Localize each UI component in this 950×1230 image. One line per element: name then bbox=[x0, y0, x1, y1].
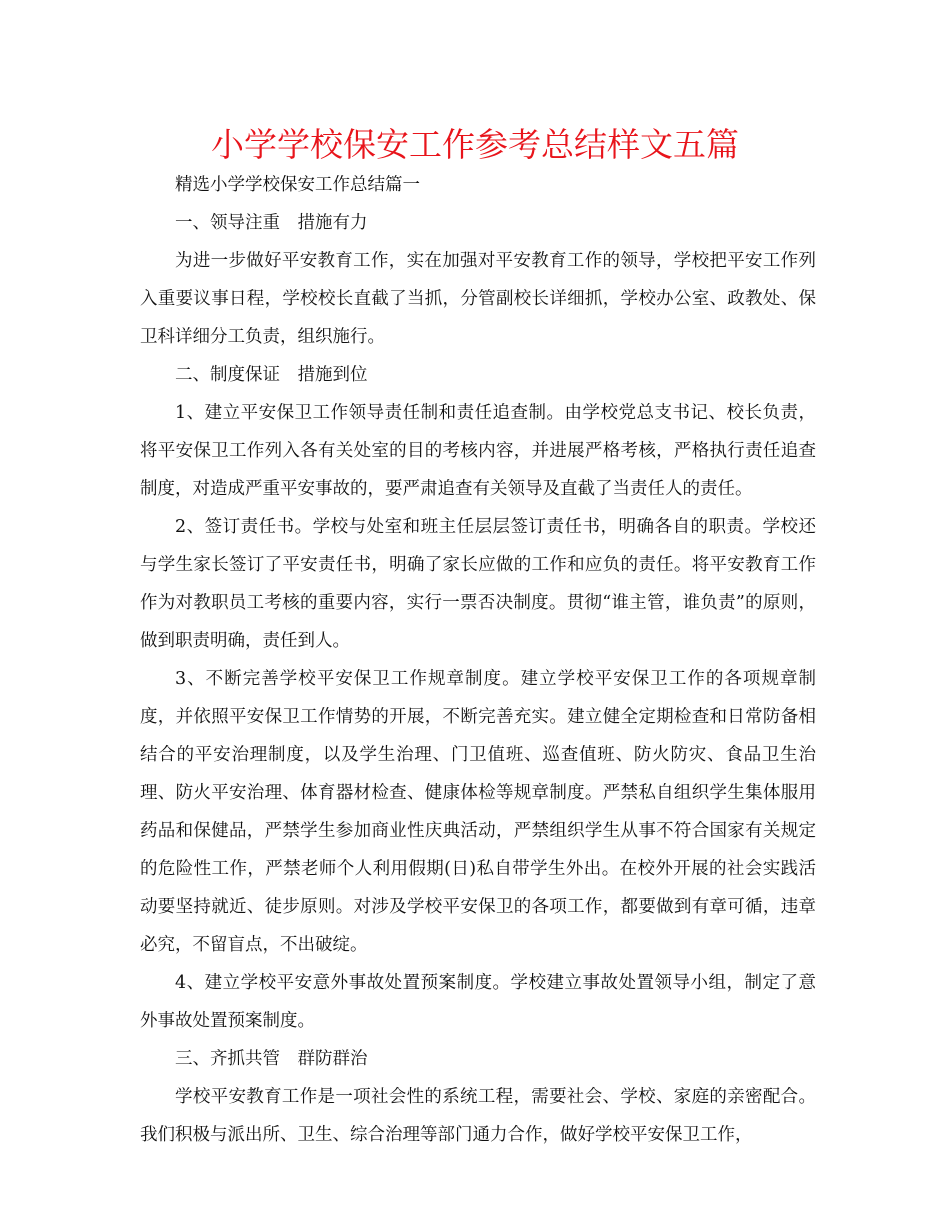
paragraph: 学校平安教育工作是一项社会性的系统工程，需要社会、学校、家庭的亲密配合。我们积极与派出所、卫生、综合治理等部门通力合作，做好学校平安保卫工作， bbox=[140, 1087, 816, 1145]
paragraph: 2、签订责任书。学校与处室和班主任层层签订责任书，明确各自的职责。学校还与学生家长签订了平安责任书，明确了家长应做的工作和应负的责任。将平安教育工作作为对教职员工考核的重要内容，实行一票否决制度。贯彻“谁主管，谁负责”的原则，做到职责明确，责任到人。 bbox=[140, 517, 816, 651]
paragraph: 3、不断完善学校平安保卫工作规章制度。建立学校平安保卫工作的各项规章制度，并依照平安保卫工作情势的开展，不断完善充实。建立健全定期检查和日常防备相结合的平安治理制度，以及学生治理、门卫值班、巡查值班、防火防灾、食品卫生治理、防火平安治理、体育器材检查、健康体检等规章制度。严禁私自组织学生集体服用药品和保健品，严禁学生参加商业性庆典活动，严禁组织学生从事不符合国家有关规定的危险性工作，严禁老师个人利用假期(日)私自带学生外出。在校外开展的社会实践活动要坚持就近、徒步原则。对涉及学校平安保卫的各项工作，都要做到有章可循，违章必究，不留盲点，不出破绽。 bbox=[140, 669, 816, 955]
section-heading-1: 一、领导注重 措施有力 bbox=[175, 213, 368, 233]
paragraph: 为进一步做好平安教育工作，实在加强对平安教育工作的领导，学校把平安工作列入重要议事日程，学校校长直截了当抓，分管副校长详细抓，学校办公室、政教处、保卫科详细分工负责，组织施行。 bbox=[140, 251, 816, 347]
paragraph: 1、建立平安保卫工作领导责任制和责任追查制。由学校党总支书记、校长负责，将平安保卫工作列入各有关处室的目的考核内容，并进展严格考核，严格执行责任追查制度，对造成严重平安事故的，要严肃追查有关领导及直截了当责任人的责任。 bbox=[140, 403, 816, 499]
paragraph: 4、建立学校平安意外事故处置预案制度。学校建立事故处置领导小组，制定了意外事故处置预案制度。 bbox=[140, 973, 816, 1031]
section-heading-3: 三、齐抓共管 群防群治 bbox=[175, 1049, 368, 1069]
section-subtitle: 精选小学学校保安工作总结篇一 bbox=[175, 175, 420, 195]
document-body bbox=[140, 166, 816, 1154]
document-title: 小学学校保安工作参考总结样文五篇 bbox=[211, 125, 739, 164]
section-heading-2: 二、制度保证 措施到位 bbox=[175, 365, 368, 385]
